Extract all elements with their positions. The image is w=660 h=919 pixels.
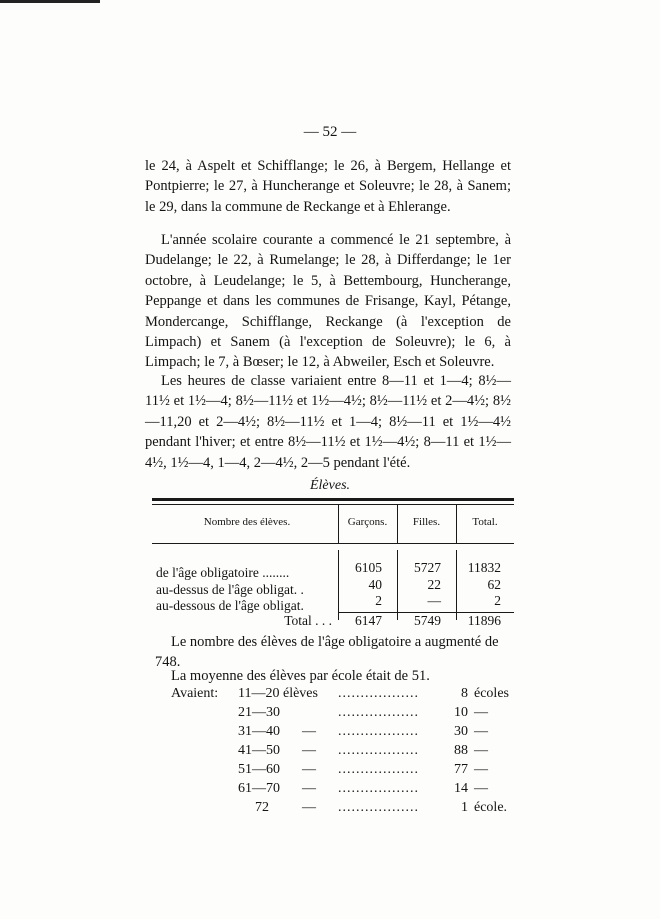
distribution-dots: .................. (338, 762, 419, 777)
distribution-dash: — (302, 781, 316, 796)
distribution-dash: — (302, 743, 316, 758)
page-number: — 52 — (303, 124, 357, 140)
distribution-lead: Avaient: (171, 686, 219, 701)
cell-girls: — (427, 593, 441, 608)
distribution-unit: — (474, 762, 488, 777)
cell-boys: 6105 (355, 560, 382, 575)
table-top-rule (152, 498, 514, 501)
distribution-row (0, 781, 660, 801)
row-label: de l'âge obligatoire ........ (156, 565, 290, 580)
distribution-dots: .................. (338, 686, 419, 701)
distribution-unit: école. (474, 800, 508, 815)
distribution-unit: — (474, 781, 488, 796)
row-label: au-dessus de l'âge obligat. . (156, 582, 304, 597)
distribution-count: 77 (454, 762, 468, 777)
paragraph-text: L'année scolaire courante a commencé le 21 septembre, à Dudelange; le 22, à Rumelange; le 28, à Differdange; le 1er octobre, à Leudelange; le 5, à Bettembourg, Huncherange, Peppange et dans les communes de Frisange, Kayl, Pétange, Mondercange, Schifflange, Reckange (à l'exception de Limpach) et Sanem (à l'exception de Soleuvre); le 6, à Limpach; le 7, à Bœser; le 12, à Abweiler, Esch et Soleuvre. (145, 232, 511, 371)
total-label: Total . . . (284, 613, 332, 628)
distribution-unit: — (474, 724, 488, 739)
table-top-rule-thin (152, 504, 514, 505)
top-edge-mark (0, 0, 100, 3)
distribution-unit: — (474, 743, 488, 758)
distribution-row (0, 800, 660, 820)
distribution-range: 31—40 (238, 724, 280, 739)
distribution-dots: .................. (338, 781, 419, 796)
paragraph-school-year (145, 230, 511, 373)
paragraph-class-hours (145, 371, 511, 473)
table-header-rule (152, 543, 514, 544)
cell-total: 11832 (467, 560, 501, 575)
distribution-range: 11—20 élèves (238, 686, 318, 701)
paragraph-text: La moyenne des élèves par école était de 51. (171, 668, 430, 684)
cell-total: 62 (487, 577, 501, 592)
total-boys: 6147 (355, 613, 382, 628)
distribution-count: 88 (454, 743, 468, 758)
total-girls: 5749 (414, 613, 441, 628)
distribution-dots: .................. (338, 724, 419, 739)
header-label: Nombre des élèves. (203, 516, 291, 528)
cell-total: 2 (494, 593, 501, 608)
total-total: 11896 (467, 613, 501, 628)
distribution-range: 72 (255, 800, 269, 815)
paragraph-inspections (145, 156, 511, 217)
header-total: Total. (472, 516, 498, 528)
distribution-count: 1 (461, 800, 468, 815)
cell-boys: 2 (375, 593, 382, 608)
cell-girls: 5727 (414, 560, 441, 575)
distribution-count: 14 (454, 781, 468, 796)
distribution-range: 51—60 (238, 762, 280, 777)
distribution-dots: .................. (338, 800, 419, 815)
row-label: au-dessous de l'âge obligat. (156, 598, 304, 613)
distribution-dots: .................. (338, 743, 419, 758)
header-boys: Garçons. (347, 516, 388, 528)
distribution-range: 61—70 (238, 781, 280, 796)
distribution-dash: — (302, 724, 316, 739)
distribution-row (0, 724, 660, 744)
distribution-dash: — (302, 762, 316, 777)
distribution-row (0, 743, 660, 763)
distribution-unit: — (474, 705, 488, 720)
distribution-row (0, 705, 660, 725)
distribution-row (0, 686, 660, 706)
header-girls: Filles. (412, 516, 441, 528)
distribution-range: 41—50 (238, 743, 280, 758)
distribution-range: 21—30 (238, 705, 280, 720)
cell-boys: 40 (368, 577, 382, 592)
cell-girls: 22 (427, 577, 441, 592)
distribution-count: 30 (454, 724, 468, 739)
distribution-unit: écoles (474, 686, 509, 701)
distribution-dash: — (302, 800, 316, 815)
distribution-dots: .................. (338, 705, 419, 720)
table-caption: Élèves. (309, 478, 351, 493)
distribution-count: 8 (461, 686, 468, 701)
paragraph-text: Le nombre des élèves de l'âge obligatoire a augmenté de 748. (155, 634, 499, 670)
distribution-count: 10 (454, 705, 468, 720)
distribution-row (0, 762, 660, 782)
paragraph-text: Les heures de classe variaient entre 8—11 et 1—4; 8½—11½ et 1½—4; 8½—11½ et 1½—4½; 8½—11½ et 2—4½; 8½—11,20 et 2—4½; 8½—11½ et 1—4; 8½—11 et 1½—4½ pendant l'hiver; et entre 8½—11½ et 1½—4½; 8—11 et 1½—4½, 1½—4, 1—4, 2—4½, 2—5 pendant l'été. (145, 373, 511, 471)
paragraph-text: le 24, à Aspelt et Schifflange; le 26, à Bergem, Hellange et Pontpierre; le 27, à Huncherange et Soleuvre; le 28, à Sanem; le 29, dans la commune de Reckange et à Ehlerange. (145, 158, 511, 215)
paragraph-average (155, 666, 513, 686)
